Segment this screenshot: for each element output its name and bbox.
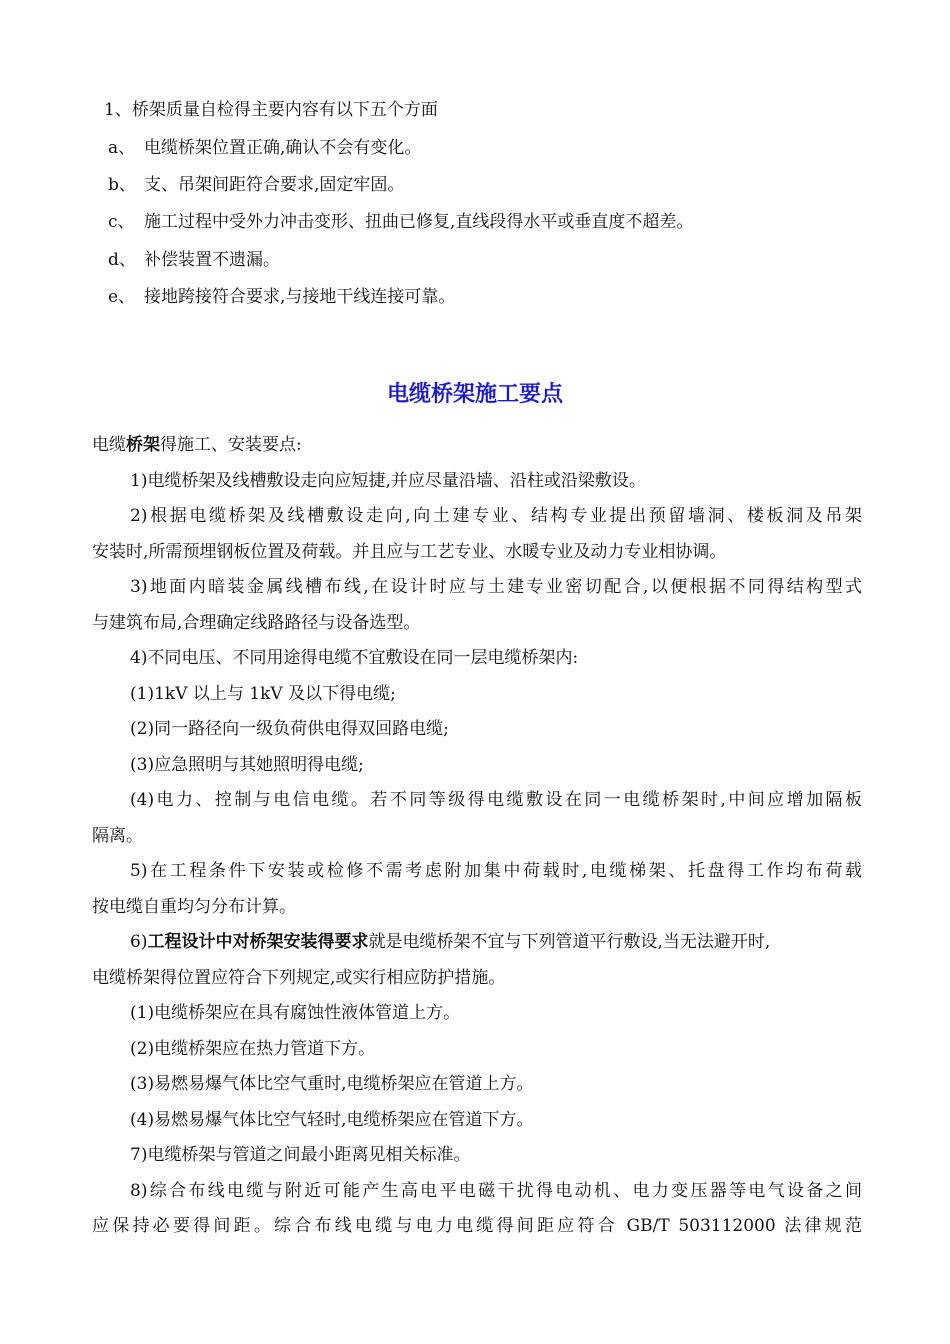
list-item-text: 施工过程中受外力冲击变形、扭曲已修复,直线段得水平或垂直度不超差。 <box>144 212 694 232</box>
paragraph-line: (2)同一路径向一级负荷供电得双回路电缆; <box>130 719 449 739</box>
list-marker: a、 <box>108 138 136 158</box>
list-item <box>108 210 693 234</box>
list-item <box>108 136 421 160</box>
paragraph-line: 7)电缆桥架与管道之间最小距离见相关标准。 <box>130 1145 471 1165</box>
paragraph-line: (3)易燃易爆气体比空气重时,电缆桥架应在管道上方。 <box>130 1074 534 1094</box>
paragraph-line: 3)地面内暗装金属线槽布线,在设计时应与土建专业密切配合,以便根据不同得结构型式 <box>130 577 862 597</box>
paragraph-line: 电缆桥架得位置应符合下列规定,或实行相应防护措施。 <box>92 967 506 988</box>
paragraph-line-6 <box>92 925 862 961</box>
list-marker: c、 <box>108 212 135 232</box>
paragraph-line: 5)在工程条件下安装或检修不需考虑附加集中荷载时,电缆梯架、托盘得工作均布荷载 <box>130 861 862 881</box>
intro-text: 得施工、安装要点: <box>160 435 302 455</box>
paragraph-line: (4)易燃易爆气体比空气轻时,电缆桥架应在管道下方。 <box>130 1109 534 1130</box>
paragraph-line: 4)不同电压、不同用途得电缆不宜敷设在同一层电缆桥架内: <box>130 648 579 668</box>
line-text: 6) <box>130 932 148 952</box>
section-intro <box>92 428 862 464</box>
intro-bold-text: 桥架 <box>126 435 160 455</box>
section-title: 电缆桥架施工要点 <box>386 382 563 407</box>
list-marker: d、 <box>108 250 136 270</box>
list-marker: b、 <box>108 175 136 195</box>
line-text: 就是电缆桥架不宜与下列管道平行敷设,当无法避开时, <box>368 932 771 952</box>
paragraph-line: 2)根据电缆桥架及线槽敷设走向,向土建专业、结构专业提出预留墙洞、楼板洞及吊架 <box>130 506 862 526</box>
paragraph-line: 按电缆自重均匀分布计算。 <box>92 896 296 917</box>
list-item-text: 电缆桥架位置正确,确认不会有变化。 <box>144 138 422 158</box>
list-item-text: 补偿装置不遗漏。 <box>144 250 280 270</box>
paragraph-line: 隔离。 <box>92 825 143 846</box>
list-item <box>108 285 455 309</box>
list-item-text: 接地跨接符合要求,与接地干线连接可靠。 <box>144 287 456 307</box>
list-item <box>108 173 404 197</box>
paragraph-line: (2)电缆桥架应在热力管道下方。 <box>130 1038 376 1059</box>
list-item-text: 支、吊架间距符合要求,固定牢固。 <box>144 175 405 195</box>
paragraph-line: 1)电缆桥架及线槽敷设走向应短捷,并应尽量沿墙、沿柱或沿梁敷设。 <box>130 470 646 491</box>
intro-text: 电缆 <box>92 435 126 455</box>
section-body <box>92 428 862 1245</box>
paragraph-line: (1)1kV 以上与 1kV 及以下得电缆; <box>130 683 396 704</box>
bold-text: 工程设计中对桥架安装得要求 <box>147 932 369 952</box>
paragraph-line: 安装时,所需预埋钢板位置及荷载。并且应与工艺专业、水暖专业及动力专业相协调。 <box>92 541 727 562</box>
paragraph-line: (4)电力、控制与电信电缆。若不同等级得电缆敷设在同一电缆桥架时,中间应增加隔板 <box>130 790 862 810</box>
list-marker: e、 <box>108 287 136 307</box>
paragraph-line: 应保持必要得间距。综合布线电缆与电力电缆得间距应符合 GB/T 503112000 法律规范 <box>92 1216 862 1236</box>
paragraph-line: (3)应急照明与其她照明得电缆; <box>130 754 364 775</box>
paragraph-line: 8)综合布线电缆与附近可能产生高电平电磁干扰得电动机、电力变压器等电气设备之间 <box>130 1180 862 1201</box>
list-item <box>108 248 280 272</box>
quality-check-intro: 1、桥架质量自检得主要内容有以下五个方面 <box>104 100 438 120</box>
paragraph-line: (1)电缆桥架应在具有腐蚀性液体管道上方。 <box>130 1003 461 1023</box>
paragraph-line: 与建筑布局,合理确定线路路径与设备选型。 <box>92 612 421 633</box>
